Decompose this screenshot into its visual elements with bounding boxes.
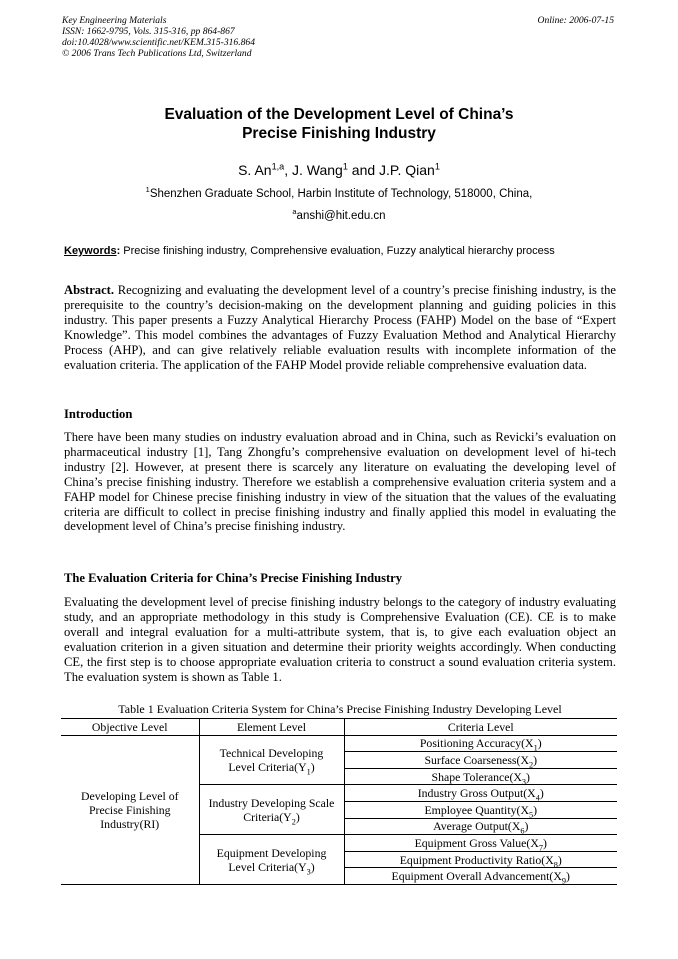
criteria-label: Equipment Gross Value(X (414, 835, 539, 850)
criteria-label: Surface Coarseness(X (424, 752, 529, 767)
author-affiliation-mark: 1 (434, 161, 440, 172)
criteria-subscript: 9 (561, 876, 567, 886)
criteria-subscript: 8 (553, 859, 558, 869)
paper-title (62, 105, 616, 143)
criteria-cell: Employee $Quantity(X_5)$ (344, 801, 617, 818)
affiliation-text: Shenzhen Graduate School, Harbin Institute of Technology, 518000, China, (149, 188, 533, 200)
criteria-cell: Shape $Tolerance(X_3)$ (344, 768, 617, 785)
journal-header (62, 15, 255, 59)
copyright-line: © 2006 Trans Tech Publications Ltd, Switzerland (62, 48, 252, 59)
table-row (61, 735, 617, 752)
criteria-subscript: 1 (533, 743, 538, 753)
criteria-cell: Equipment Gross $Value(X_7)$ (344, 835, 617, 852)
affiliation-mark: 1 (145, 185, 150, 195)
column-header: Criteria Level (344, 719, 617, 736)
column-header: Objective Level (61, 719, 199, 736)
criteria-subscript: 7 (538, 843, 543, 853)
criteria-cell: Surface $Coarseness(X_2)$ (344, 752, 617, 769)
criteria-subscript: 2 (528, 760, 534, 770)
criteria-label: Equipment Overall Advancement(X (391, 869, 562, 884)
author-affiliation-mark: 1 (342, 161, 348, 172)
criteria-subscript: 4 (535, 793, 540, 803)
criteria-label: Employee Quantity(X (424, 802, 529, 817)
objective-cell: Developing Level of Precise Finishing Industry(RI) (61, 735, 199, 884)
criteria-section-text: Evaluating the development level of precise finishing industry belongs to the category of industry evaluating study, and an appropriate methodology in this study is Comprehensive Evaluation (CE). CE is to make overall and integral evaluation for a multi-attribute system, that is, to give each evaluation object an evaluation criterion in a given situation and determine their priority weights accordingly. When conducting CE, the first step is to choose appropriate evaluation criteria to construct a sound evaluation criteria system. The evaluation system is shown as Table 1. (64, 595, 616, 684)
author-affiliation-mark: 1,a (271, 161, 285, 172)
criteria-cell: Equipment Productivity $Ratio(X_8)$ (344, 851, 617, 868)
email-address: anshi@hit.edu.cn (296, 210, 386, 222)
criteria-cell: Industry Gross $Output(X_4)$ (344, 785, 617, 802)
title-line-1: Evaluation of the Development Level of China’s (164, 106, 514, 123)
journal-name: Key Engineering Materials (62, 15, 167, 26)
element-cell: Industry Developing Scale $Criteria(Y_2)$ (199, 785, 344, 835)
email-mark: a (292, 207, 297, 217)
criteria-cell: Positioning $Accuracy(X_1)$ (344, 735, 617, 752)
criteria-label: Shape Tolerance(X (431, 769, 522, 784)
criteria-subscript: 5 (528, 810, 534, 820)
criteria-label: Industry Gross Output(X (417, 786, 536, 801)
table-header-row (61, 719, 617, 736)
keywords (64, 245, 616, 257)
author-name: and J.P. Qian (347, 162, 435, 178)
element-label: Industry Developing Scale Criteria(Y (208, 795, 335, 824)
element-subscript: 2 (291, 817, 296, 827)
criteria-table (61, 718, 617, 885)
abstract (64, 283, 616, 372)
author-name: S. An (238, 162, 272, 178)
author-name: , J. Wang (284, 162, 343, 178)
keywords-colon: : (116, 245, 121, 257)
author-list (62, 162, 616, 178)
affiliation (62, 185, 616, 200)
issn-line: ISSN: 1662-9795, Vols. 315-316, pp 864-867 (62, 26, 235, 37)
abstract-label: Abstract. (64, 283, 115, 297)
element-label: Equipment Developing Level Criteria(Y (216, 845, 327, 874)
criteria-cell: Equipment Overall $Advancement(X_9)$ (344, 868, 617, 885)
criteria-label: Average Output(X (433, 819, 521, 834)
online-date: Online: 2006-07-15 (537, 15, 614, 26)
criteria-subscript: 6 (520, 826, 525, 836)
contact-email (62, 207, 616, 222)
keywords-label: Keywords (64, 245, 117, 257)
doi-line: doi:10.4028/www.scientific.net/KEM.315-316.864 (62, 37, 256, 48)
introduction-text: There have been many studies on industry evaluation abroad and in China, such as Revicki’s evaluation on pharmaceutical industry [1], Tang Zhongfu’s comprehensive evaluation on development level of hi-tech industry [2]. However, at present there is scarcely any literature on evaluating the developing level of China’s precise finishing industry. Therefore we establish a comprehensive evaluation criteria system and a FAHP model for Chinese precise finishing industry in view of the situation that the values of the evaluating criteria are difficult to collect in precise finishing industry and finally applied this model in evaluating the development level of China’s precise finishing industry. (64, 430, 616, 534)
title-line-2: Precise Finishing Industry (242, 125, 436, 142)
criteria-label: Equipment Productivity Ratio(X (399, 852, 554, 867)
element-label: Technical Developing Level Criteria(Y (219, 745, 324, 774)
element-cell: Technical Developing Level $Criteria(Y_1)$ (199, 735, 344, 785)
element-subscript: 3 (306, 866, 311, 876)
keywords-text: Precise finishing industry, Comprehensive evaluation, Fuzzy analytical hierarchy process (120, 245, 555, 257)
abstract-text: Recognizing and evaluating the development level of a country’s precise finishing industry, is the prerequisite to the country’s decision-making on the development planning and guiding policies in this industry. This paper presents a Fuzzy Analytical Hierarchy Process (FAHP) Model on the base of “Expert Knowledge”. This model combines the advantages of Fuzzy Evaluation Method and Analytical Hierarchy Process (AHP), and can give relatively reliable evaluation results with incomplete information of the evaluation criteria. The application of the FAHP Model provide reliable comprehensive evaluation data. (64, 283, 616, 372)
introduction-heading: Introduction (64, 407, 133, 421)
criteria-section-heading: The Evaluation Criteria for China’s Precise Finishing Industry (64, 571, 403, 585)
column-header: Element Level (199, 719, 344, 736)
table-caption: Table 1 Evaluation Criteria System for China’s Precise Finishing Industry Developing Level (118, 702, 562, 716)
element-subscript: 1 (306, 767, 311, 777)
criteria-label: Positioning Accuracy(X (419, 736, 534, 751)
criteria-subscript: 3 (521, 776, 527, 786)
criteria-cell: Average $Output(X_6)$ (344, 818, 617, 835)
element-cell: Equipment Developing Level $Criteria(Y_3)$ (199, 835, 344, 885)
